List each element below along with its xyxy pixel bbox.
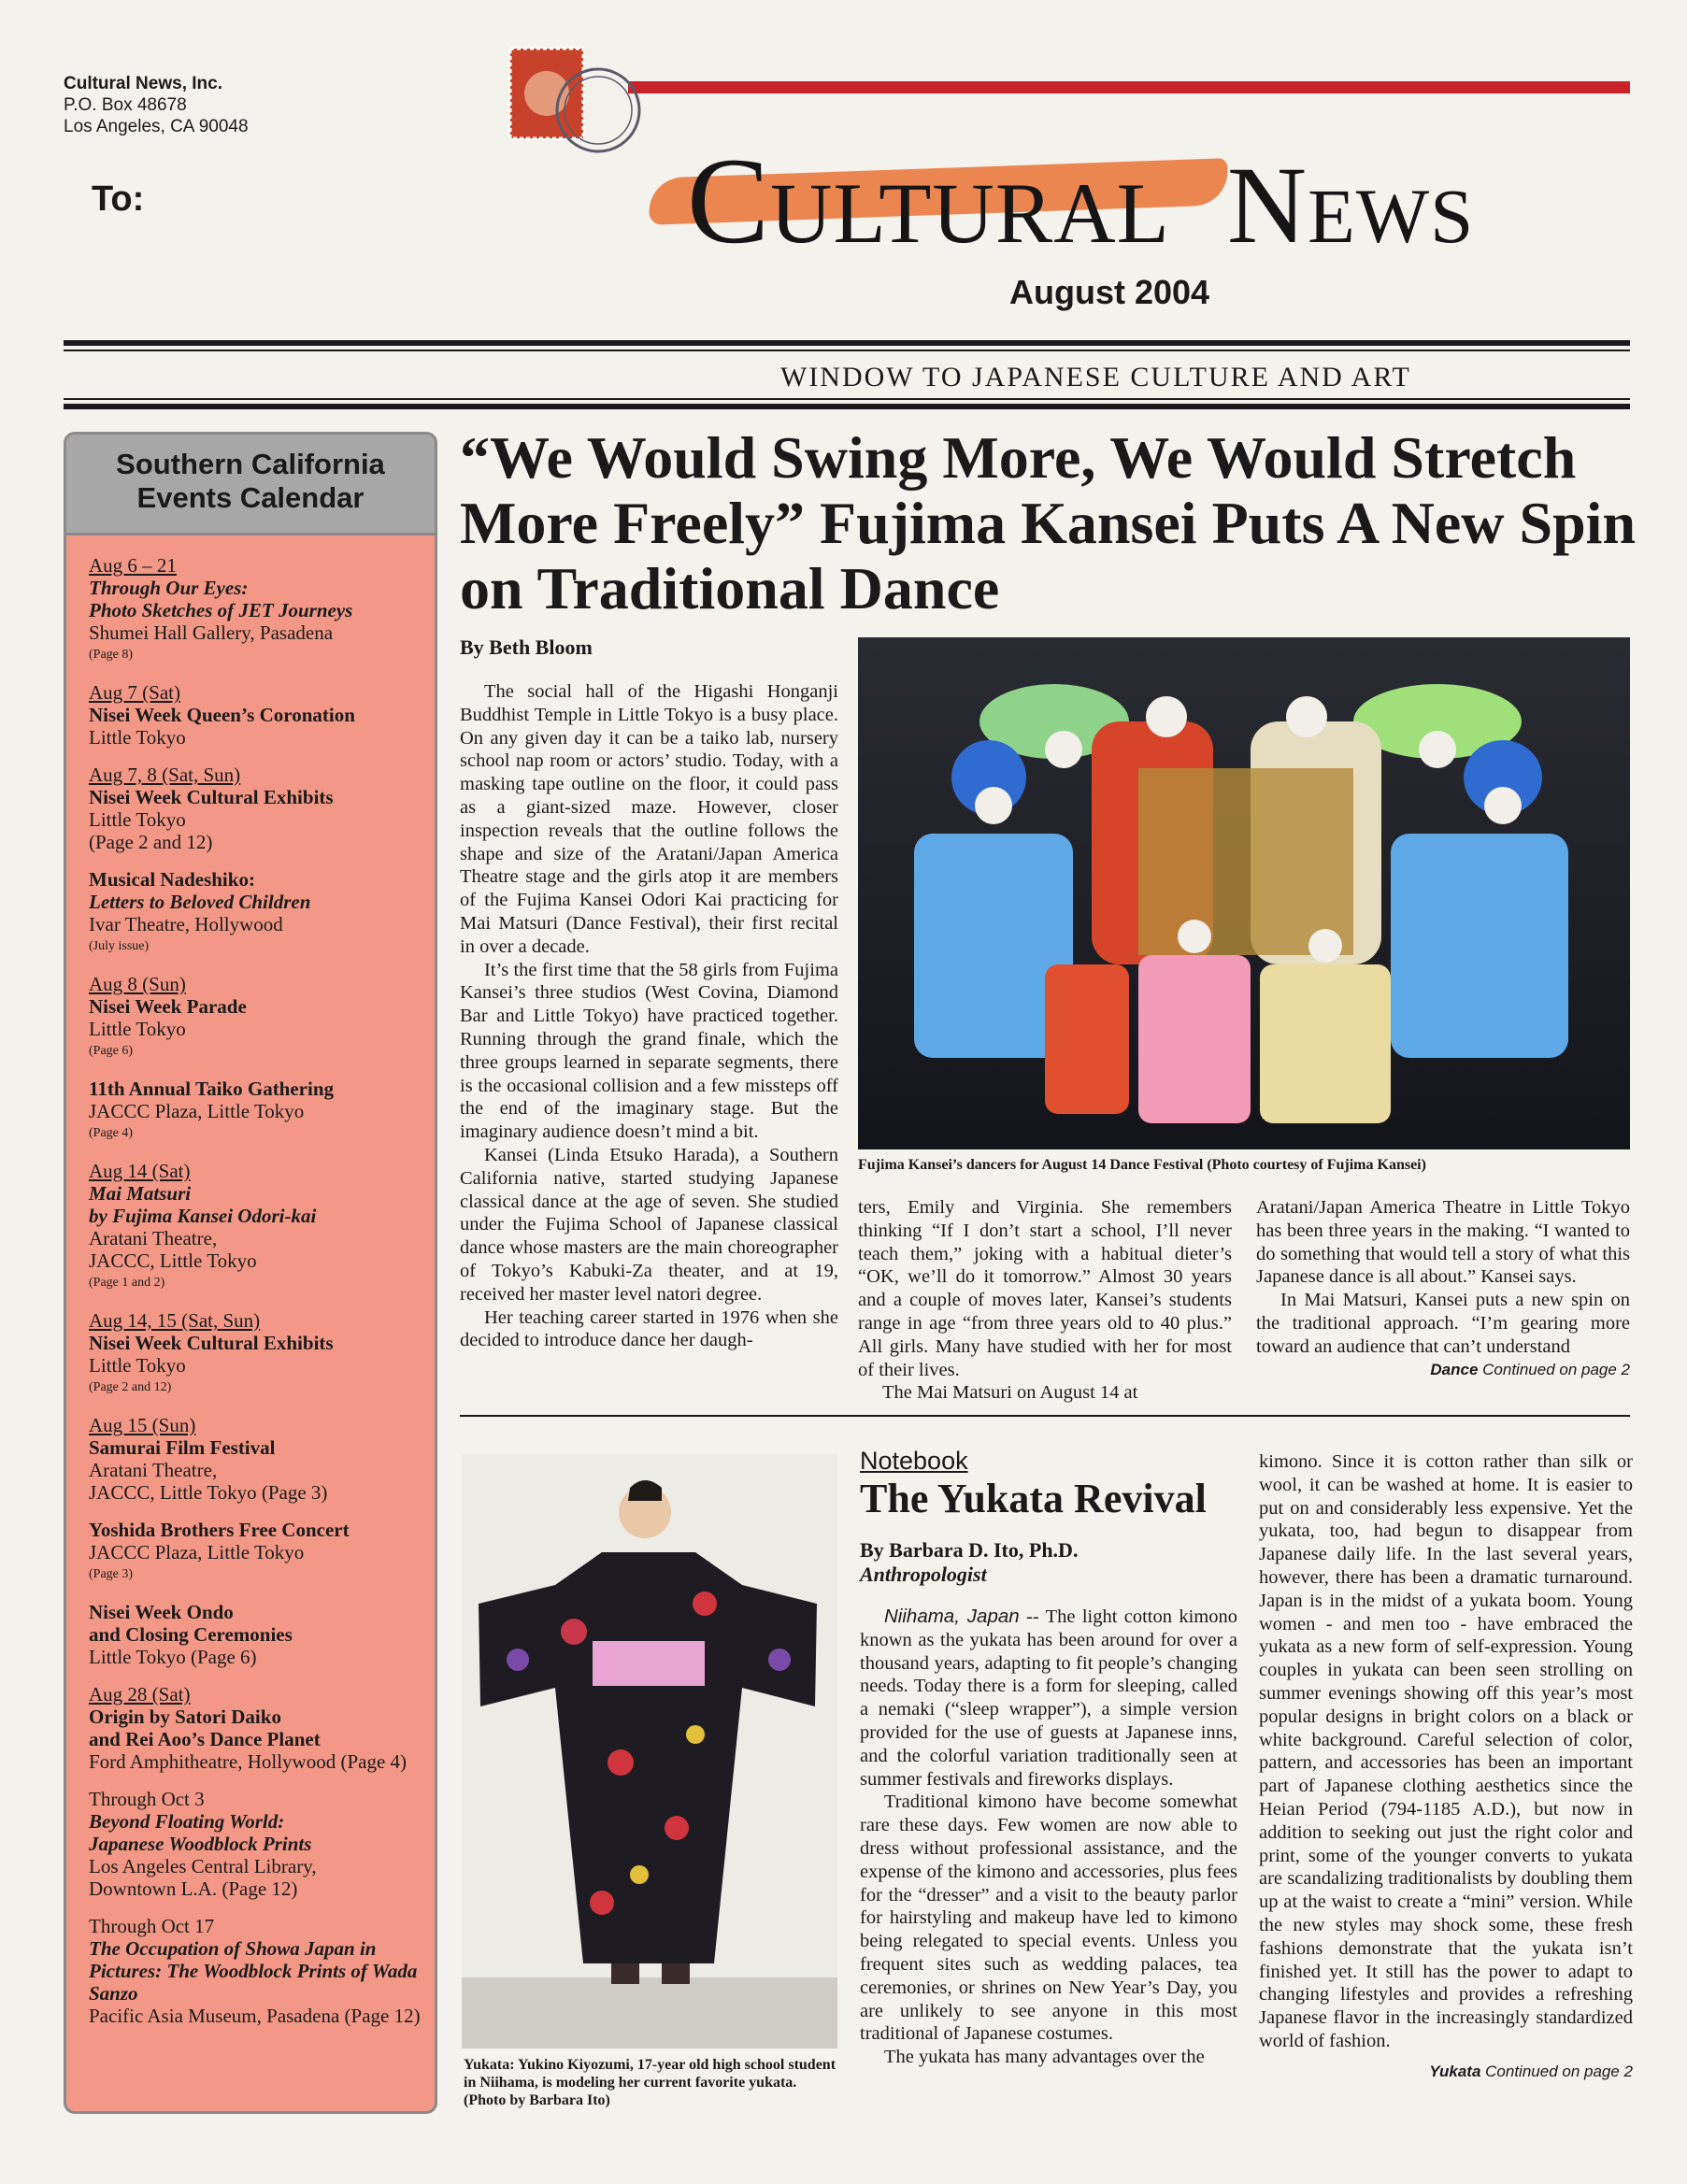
event-subtitle: and Rei Aoo’s Dance Planet bbox=[89, 1728, 321, 1750]
event-date: Aug 7, 8 (Sat, Sun) bbox=[89, 764, 241, 786]
event-page-ref: (Page 3) bbox=[89, 1567, 134, 1581]
events-calendar bbox=[64, 432, 437, 2114]
event-venue: Little Tokyo bbox=[89, 1354, 186, 1377]
event-item bbox=[89, 1160, 427, 1294]
event-page-ref: (Page 4) bbox=[89, 1126, 134, 1140]
event-venue: Little Tokyo bbox=[89, 1018, 186, 1040]
jump-word: Dance bbox=[1430, 1360, 1479, 1378]
event-date: Aug 14, 15 (Sat, Sun) bbox=[89, 1309, 261, 1332]
yukata-jump-line bbox=[1259, 2061, 1633, 2084]
masthead-title bbox=[687, 129, 1474, 272]
event-title: Yoshida Brothers Free Concert bbox=[89, 1519, 350, 1541]
yukata-author-role: Anthropologist bbox=[860, 1563, 987, 1586]
event-title: Nisei Week Parade bbox=[89, 995, 247, 1018]
event-list bbox=[66, 535, 435, 2027]
yukata-photo bbox=[462, 1454, 837, 2048]
yukata-article-paragraph: kimono. Since it is cotton rather than silk or wool, it can be washed at home. It is easier to put on and considerably less expensive. Yet the yukata, too, had begun to disappear from Japanese daily life. In the last several years, however, there has been a dramatic turnaround. Japan is in the midst of a yukata boom. Young women - and men too - have embraced the yukata as a new form of self-expression. Young couples in yukata can been seen strolling on summer evenings showing off this year’s most popular designs in bright colors on a black or white background. Careful selection of color, pattern, and accessories has been an important part of Japanese clothing aesthetics since the Heian Period (794-1185 A.D.), but now in addition to seeking out just the right color and print, some of the younger converts to yukata are scandalizing traditionalists by doubling them up at the waist to create a “mini” version. While the new styles may shock some, these fresh fashions demonstrate that the yukata isn’t finished yet. It still has the power to adapt to changing lifestyles and provides a refreshing Japanese flavor in the increasingly standardized world of fashion. bbox=[1259, 1451, 1633, 2051]
event-venue: Little Tokyo (Page 6) bbox=[89, 1646, 257, 1668]
sender-po-box: P.O. Box 48678 bbox=[64, 95, 187, 115]
header-rule-bottom-thin bbox=[64, 398, 1630, 400]
event-date: Aug 6 – 21 bbox=[89, 554, 177, 577]
sender-name: Cultural News, Inc. bbox=[64, 74, 222, 93]
yukata-author: By Barbara D. Ito, Ph.D. bbox=[860, 1538, 1079, 1562]
event-venue: JACCC, Little Tokyo (Page 3) bbox=[89, 1481, 328, 1504]
event-title: Nisei Week Cultural Exhibits bbox=[89, 1332, 334, 1354]
jump-text: Continued on page 2 bbox=[1485, 2062, 1633, 2080]
event-item bbox=[89, 1683, 427, 1773]
event-venue: Aratani Theatre, bbox=[89, 1227, 218, 1249]
issue-date: August 2004 bbox=[1009, 273, 1210, 311]
event-subtitle: by Fujima Kansei Odori-kai bbox=[89, 1205, 317, 1227]
main-article-column-3 bbox=[1256, 1196, 1630, 1381]
main-byline: By Beth Bloom bbox=[460, 635, 593, 659]
event-page-ref: (Page 8) bbox=[89, 648, 134, 662]
event-item bbox=[89, 1915, 427, 2027]
header-rule-top-thin bbox=[64, 350, 1630, 351]
event-item bbox=[89, 681, 427, 749]
yukata-photo-caption: Yukata: Yukino Kiyozumi, 17-year old high school student in Niihama, is modeling her current favorite yukata. (Photo by Barbara Ito) bbox=[464, 2057, 836, 2108]
events-calendar-title-1: Southern California bbox=[116, 448, 385, 480]
main-article-jump-line bbox=[1256, 1359, 1630, 1382]
event-title: Through Our Eyes: bbox=[89, 577, 249, 599]
yukata-article-paragraph: Traditional kimono have become somewhat rare these days. Few women are now able to dress without professional assistance, and the expense of the kimono and accessories, plus fees for the “dresser” and a visit to the beauty parlor for hairstyling and makeup have led to kimono being relegated to special events. Unless you frequent sites such as wedding palaces, tea ceremonies, or shrines on New Year’s Day, you are unlikely to see anyone in this most traditional of Japanese costumes. bbox=[860, 1791, 1237, 2045]
event-subtitle: Photo Sketches of JET Journeys bbox=[89, 599, 353, 621]
event-venue: JACCC Plaza, Little Tokyo bbox=[89, 1541, 305, 1563]
events-calendar-title-2: Events Calendar bbox=[136, 481, 365, 514]
event-item bbox=[89, 1309, 427, 1399]
event-venue: Ford Amphitheatre, Hollywood (Page 4) bbox=[89, 1750, 407, 1773]
event-title: Mai Matsuri bbox=[89, 1182, 192, 1205]
event-date-range: Through Oct 3 bbox=[89, 1788, 205, 1810]
event-title: The Occupation of Showa Japan in Pictures: The Woodblock Prints of Wada Sanzo bbox=[89, 1937, 418, 2005]
event-title: 11th Annual Taiko Gathering bbox=[89, 1078, 335, 1100]
yukata-article-column-1 bbox=[860, 1606, 1237, 2069]
event-venue: JACCC Plaza, Little Tokyo bbox=[89, 1100, 305, 1122]
yukata-article-column-2 bbox=[1259, 1450, 1633, 2084]
yukata-article-paragraph bbox=[860, 1606, 1237, 1791]
event-page-ref: (Page 1 and 2) bbox=[89, 1276, 165, 1290]
section-kicker: Notebook bbox=[860, 1447, 968, 1475]
event-venue: Little Tokyo bbox=[89, 726, 186, 749]
main-article-paragraph: Her teaching career started in 1976 when she decided to introduce dance her daugh- bbox=[460, 1306, 838, 1351]
masthead-word-2: News bbox=[1226, 144, 1475, 266]
event-date-range: Through Oct 17 bbox=[89, 1915, 215, 1937]
event-title: Beyond Floating World: bbox=[89, 1810, 285, 1833]
main-article-paragraph: Aratani/Japan America Theatre in Little Tokyo has been three years in the making. “I wanted to do something that would tell a story of what this Japanese dance is all about.” Kansei says. bbox=[1256, 1197, 1630, 1288]
event-title: Origin by Satori Daiko bbox=[89, 1706, 281, 1728]
main-article-column-1 bbox=[460, 680, 838, 1352]
event-venue: (Page 2 and 12) bbox=[89, 831, 213, 853]
event-page-ref: (Page 6) bbox=[89, 1044, 134, 1058]
event-item bbox=[89, 1414, 427, 1504]
event-title: Nisei Week Ondo bbox=[89, 1601, 234, 1623]
main-article-paragraph: ters, Emily and Virginia. She remembers thinking “If I don’t start a school, I’ll never teach them,” joking with a habitual dieter’s “OK, we’ll do it tomorrow.” Almost 30 years and a couple of moves later, Kansei’s students range in age “from three years old to 40 plus.” All girls. Many have studied with her for most of their lives. bbox=[858, 1197, 1232, 1380]
event-venue: Shumei Hall Gallery, Pasadena bbox=[89, 621, 334, 644]
event-item bbox=[89, 868, 427, 958]
main-article-paragraph: Kansei (Linda Etsuko Harada), a Southern California native, started studying Japanese classical dance at the age of seven. She studied under the Fujima School of Japanese classical dance whose masters are the main choreographer of Tokyo’s Kabuki-Za theater, and at 19, received her master level natori degree. bbox=[460, 1144, 838, 1305]
main-headline: “We Would Swing More, We Would Stretch More Freely” Fujima Kansei Puts A New Spin on Traditional Dance bbox=[460, 424, 1637, 621]
dancers-photo bbox=[858, 637, 1630, 1149]
event-title: Nisei Week Cultural Exhibits bbox=[89, 786, 334, 808]
event-date: Aug 14 (Sat) bbox=[89, 1160, 191, 1182]
event-item bbox=[89, 973, 427, 1063]
event-venue: Ivar Theatre, Hollywood bbox=[89, 913, 283, 935]
event-date: Aug 8 (Sun) bbox=[89, 973, 186, 995]
header-rule-bottom bbox=[64, 404, 1630, 409]
events-calendar-header bbox=[66, 435, 435, 535]
main-article-paragraph: In Mai Matsuri, Kansei puts a new spin on the traditional approach. “I’m gearing more toward an audience that can’t understand bbox=[1256, 1290, 1630, 1357]
yukata-byline bbox=[860, 1538, 1078, 1587]
header-rule-top bbox=[64, 340, 1630, 346]
event-date: Aug 7 (Sat) bbox=[89, 681, 180, 704]
event-page-ref: (Page 2 and 12) bbox=[89, 1380, 172, 1394]
event-item bbox=[89, 1519, 427, 1586]
event-date: Aug 28 (Sat) bbox=[89, 1683, 191, 1706]
sender-address bbox=[64, 73, 249, 137]
main-article-column-2 bbox=[858, 1196, 1232, 1405]
main-article-paragraph: The Mai Matsuri on August 14 at bbox=[882, 1382, 1138, 1404]
event-venue: Los Angeles Central Library, bbox=[89, 1855, 317, 1877]
jump-word: Yukata bbox=[1429, 2062, 1481, 2080]
event-venue: Little Tokyo bbox=[89, 808, 186, 831]
section-divider bbox=[460, 1415, 1630, 1417]
event-item bbox=[89, 1078, 427, 1145]
dateline: Niihama, Japan bbox=[884, 1606, 1020, 1627]
main-article-paragraph: The social hall of the Higashi Honganji Buddhist Temple in Little Tokyo is a busy place. On any given day it can be a taiko lab, nursery school nap room or actors’ studio. Today, with a masking tape outline on the floor, it could pass as a giant-sized maze. However, closer inspection reveals that the outline follows the shape and size of the Aratani/Japan America Theatre stage and the girls atop it are members of the Fujima Kansei Odori Kai practicing for Mai Matsuri (Dance Festival), their first recital in over a decade. bbox=[460, 681, 838, 957]
event-item bbox=[89, 1788, 427, 1900]
masthead-word-1: Cultural bbox=[687, 132, 1170, 269]
event-title: Musical Nadeshiko: bbox=[89, 868, 255, 891]
event-date: Aug 15 (Sun) bbox=[89, 1414, 196, 1436]
postage-stamp-icon bbox=[507, 45, 647, 164]
event-subtitle: and Closing Ceremonies bbox=[89, 1623, 293, 1646]
jump-text: Continued on page 2 bbox=[1482, 1360, 1630, 1378]
dancers-photo-caption: Fujima Kansei’s dancers for August 14 Dance Festival (Photo courtesy of Fujima Kansei) bbox=[858, 1157, 1426, 1173]
event-venue: Pacific Asia Museum, Pasadena (Page 12) bbox=[89, 2005, 421, 2027]
yukata-headline: The Yukata Revival bbox=[860, 1476, 1207, 1521]
event-subtitle: Letters to Beloved Children bbox=[89, 891, 311, 913]
event-item bbox=[89, 764, 427, 853]
event-venue: Downtown L.A. (Page 12) bbox=[89, 1877, 298, 1900]
to-label: To: bbox=[92, 179, 145, 219]
event-venue: JACCC, Little Tokyo bbox=[89, 1249, 257, 1272]
event-title: Samurai Film Festival bbox=[89, 1436, 276, 1459]
sender-city: Los Angeles, CA 90048 bbox=[64, 117, 249, 136]
yukata-article-paragraph: The yukata has many advantages over the bbox=[884, 2047, 1205, 2068]
yukata-lead-text: -- The light cotton kimono known as the yukata has been around for over a thousand years, adapting to fit people’s changing needs. Today there is a form for sleeping, called a nemaki (“sleep wrapper”), a simple version provided for the use of guests at Japanese inns, and the colorful variation traditionally seen at summer festivals and fireworks displays. bbox=[860, 1606, 1237, 1790]
event-page-ref: (July issue) bbox=[89, 939, 150, 953]
event-title: Nisei Week Queen’s Coronation bbox=[89, 704, 355, 726]
event-item bbox=[89, 1601, 427, 1668]
main-article-paragraph: It’s the first time that the 58 girls from Fujima Kansei’s three studios (West Covina, Diamond Bar and Little Tokyo) have practiced together. Running through the grand finale, which the three groups learned in separate segments, there is the occasional collision and a few missteps off the end of the imaginary stage. But the imaginary audience doesn’t mind a bit. bbox=[460, 959, 838, 1143]
event-item bbox=[89, 554, 427, 666]
event-subtitle: Japanese Woodblock Prints bbox=[89, 1833, 312, 1855]
event-venue: Aratani Theatre, bbox=[89, 1459, 218, 1481]
tagline: WINDOW TO JAPANESE CULTURE AND ART bbox=[780, 362, 1411, 393]
masthead-red-bar bbox=[628, 81, 1630, 93]
